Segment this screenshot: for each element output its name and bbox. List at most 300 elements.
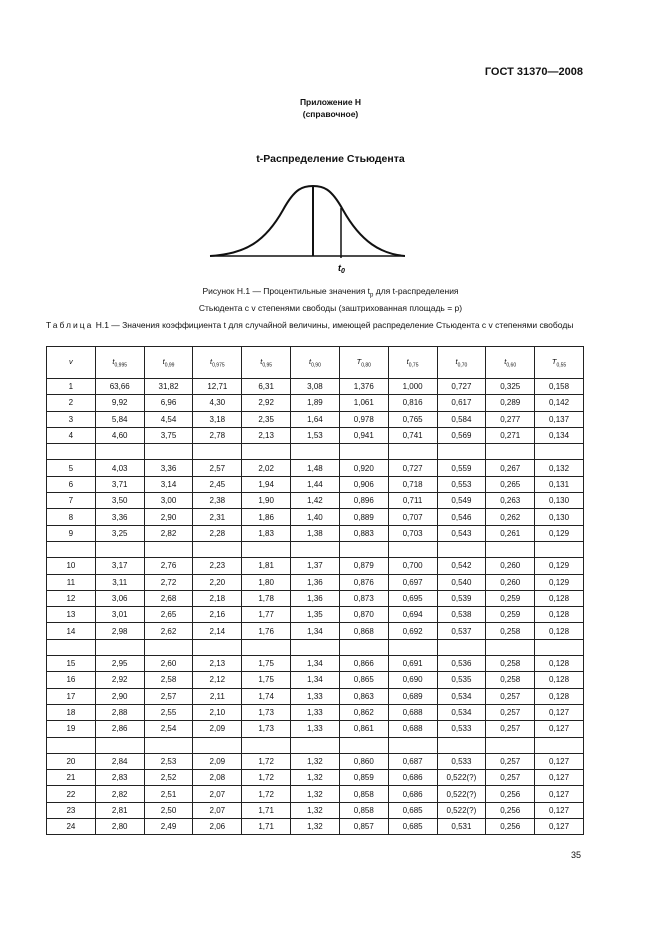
table-cell: 0,129 <box>535 558 584 574</box>
table-cell: 0,920 <box>339 460 388 476</box>
table-row <box>47 460 584 476</box>
table-cell: 1,000 <box>388 379 437 395</box>
table-cell: 0,859 <box>339 770 388 786</box>
table-cell: 0,584 <box>437 411 486 427</box>
column-header: $t_{0,95}$ <box>242 347 291 379</box>
table-cell: 0,128 <box>535 656 584 672</box>
table-cell: 1,32 <box>291 786 340 802</box>
table-cell: 2,86 <box>95 721 144 737</box>
table-cell: 2,02 <box>242 460 291 476</box>
table-cell: 3,18 <box>193 411 242 427</box>
degrees-of-freedom-cell: 3 <box>47 411 96 427</box>
table-cell: 2,82 <box>144 525 193 541</box>
table-cell: 0,127 <box>535 786 584 802</box>
table-spacer-cell <box>291 444 340 460</box>
table-spacer-cell <box>388 639 437 655</box>
table-cell: 1,33 <box>291 688 340 704</box>
degrees-of-freedom-cell: 7 <box>47 493 96 509</box>
table-spacer-cell <box>193 639 242 655</box>
degrees-of-freedom-cell: 11 <box>47 574 96 590</box>
table-cell: 0,692 <box>388 623 437 639</box>
table-cell: 1,77 <box>242 607 291 623</box>
table-spacer-cell <box>437 541 486 557</box>
table-cell: 0,868 <box>339 623 388 639</box>
table-cell: 0,535 <box>437 672 486 688</box>
table-cell: 0,267 <box>486 460 535 476</box>
degrees-of-freedom-cell: 18 <box>47 704 96 720</box>
table-cell: 0,129 <box>535 525 584 541</box>
table-spacer-cell <box>486 444 535 460</box>
table-row <box>47 427 584 443</box>
table-cell: 0,741 <box>388 427 437 443</box>
table-cell: 0,690 <box>388 672 437 688</box>
table-cell: 1,32 <box>291 753 340 769</box>
table-cell: 2,20 <box>193 574 242 590</box>
table-cell: 4,03 <box>95 460 144 476</box>
table-cell: 0,142 <box>535 395 584 411</box>
table-cell: 0,134 <box>535 427 584 443</box>
table-cell: 3,01 <box>95 607 144 623</box>
table-cell: 0,277 <box>486 411 535 427</box>
column-header: $t_{0,70}$ <box>437 347 486 379</box>
table-cell: 0,765 <box>388 411 437 427</box>
table-cell: 0,858 <box>339 786 388 802</box>
table-cell: 9,92 <box>95 395 144 411</box>
table-cell: 0,707 <box>388 509 437 525</box>
table-cell: 2,55 <box>144 704 193 720</box>
table-cell: 2,54 <box>144 721 193 737</box>
table-cell: 2,84 <box>95 753 144 769</box>
column-header: $T_{0,55}$ <box>535 347 584 379</box>
table-title: Таблица Н.1 — Значения коэффициента t для случайной величины, имеющей распределение Стьюдента с v степенями свободы <box>46 320 574 330</box>
table-cell: 0,258 <box>486 672 535 688</box>
degrees-of-freedom-cell: 22 <box>47 786 96 802</box>
table-spacer-cell <box>535 444 584 460</box>
table-cell: 0,265 <box>486 476 535 492</box>
table-cell: 3,00 <box>144 493 193 509</box>
table-cell: 0,536 <box>437 656 486 672</box>
degrees-of-freedom-cell: 9 <box>47 525 96 541</box>
table-cell: 1,34 <box>291 656 340 672</box>
table-cell: 2,92 <box>242 395 291 411</box>
table-cell: 2,57 <box>193 460 242 476</box>
table-cell: 2,57 <box>144 688 193 704</box>
table-cell: 0,130 <box>535 493 584 509</box>
degrees-of-freedom-cell: 13 <box>47 607 96 623</box>
table-cell: 1,72 <box>242 770 291 786</box>
table-cell: 0,816 <box>388 395 437 411</box>
table-cell: 0,559 <box>437 460 486 476</box>
column-header: $T_{0,80}$ <box>339 347 388 379</box>
table-cell: 0,697 <box>388 574 437 590</box>
table-row <box>47 525 584 541</box>
table-cell: 2,06 <box>193 819 242 835</box>
table-cell: 0,531 <box>437 819 486 835</box>
table-cell: 0,533 <box>437 753 486 769</box>
table-spacer-row <box>47 639 584 655</box>
table-cell: 0,256 <box>486 802 535 818</box>
table-cell: 0,941 <box>339 427 388 443</box>
column-header: $t_{0,75}$ <box>388 347 437 379</box>
table-cell: 0,686 <box>388 786 437 802</box>
table-cell: 0,689 <box>388 688 437 704</box>
table-cell: 0,128 <box>535 607 584 623</box>
table-cell: 1,376 <box>339 379 388 395</box>
table-spacer-row <box>47 541 584 557</box>
degrees-of-freedom-cell: 12 <box>47 590 96 606</box>
table-cell: 2,68 <box>144 590 193 606</box>
table-cell: 1,73 <box>242 704 291 720</box>
table-cell: 3,06 <box>95 590 144 606</box>
table-cell: 1,42 <box>291 493 340 509</box>
table-cell: 3,50 <box>95 493 144 509</box>
table-cell: 0,860 <box>339 753 388 769</box>
table-cell: 0,617 <box>437 395 486 411</box>
table-spacer-cell <box>95 541 144 557</box>
table-spacer-cell <box>339 444 388 460</box>
table-spacer-cell <box>47 737 96 753</box>
table-cell: 0,896 <box>339 493 388 509</box>
table-cell: 0,727 <box>388 460 437 476</box>
table-row <box>47 379 584 395</box>
page-title: t-Распределение Стьюдента <box>256 153 405 165</box>
table-spacer-cell <box>47 444 96 460</box>
table-cell: 2,07 <box>193 786 242 802</box>
table-spacer-cell <box>242 541 291 557</box>
table-cell: 3,71 <box>95 476 144 492</box>
table-cell: 0,870 <box>339 607 388 623</box>
appendix-subtitle: (справочное) <box>302 109 359 119</box>
t-distribution-figure <box>205 180 405 275</box>
table-cell: 1,94 <box>242 476 291 492</box>
table-spacer-cell <box>339 737 388 753</box>
table-cell: 0,522(?) <box>437 770 486 786</box>
table-cell: 0,883 <box>339 525 388 541</box>
table-cell: 0,128 <box>535 672 584 688</box>
table-cell: 2,13 <box>242 427 291 443</box>
table-cell: 0,132 <box>535 460 584 476</box>
table-row <box>47 672 584 688</box>
table-cell: 0,889 <box>339 509 388 525</box>
table-cell: 0,127 <box>535 753 584 769</box>
table-cell: 1,48 <box>291 460 340 476</box>
table-spacer-cell <box>486 737 535 753</box>
table-spacer-cell <box>388 444 437 460</box>
table-cell: 0,539 <box>437 590 486 606</box>
table-cell: 1,061 <box>339 395 388 411</box>
table-cell: 0,691 <box>388 656 437 672</box>
table-cell: 0,129 <box>535 574 584 590</box>
table-cell: 0,533 <box>437 721 486 737</box>
table-row <box>47 558 584 574</box>
table-cell: 2,09 <box>193 721 242 737</box>
degrees-of-freedom-cell: 21 <box>47 770 96 786</box>
table-cell: 0,325 <box>486 379 535 395</box>
table-cell: 0,257 <box>486 688 535 704</box>
table-cell: 0,873 <box>339 590 388 606</box>
table-cell: 0,261 <box>486 525 535 541</box>
table-cell: 0,128 <box>535 590 584 606</box>
table-cell: 12,71 <box>193 379 242 395</box>
table-cell: 2,82 <box>95 786 144 802</box>
table-cell: 0,549 <box>437 493 486 509</box>
table-cell: 1,40 <box>291 509 340 525</box>
table-cell: 0,540 <box>437 574 486 590</box>
table-cell: 2,14 <box>193 623 242 639</box>
table-cell: 4,54 <box>144 411 193 427</box>
table-cell: 1,75 <box>242 656 291 672</box>
table-row <box>47 476 584 492</box>
table-spacer-cell <box>535 639 584 655</box>
table-cell: 0,127 <box>535 721 584 737</box>
table-cell: 1,33 <box>291 704 340 720</box>
table-cell: 2,50 <box>144 802 193 818</box>
degrees-of-freedom-cell: 23 <box>47 802 96 818</box>
table-cell: 2,11 <box>193 688 242 704</box>
table-cell: 3,08 <box>291 379 340 395</box>
table-spacer-cell <box>388 541 437 557</box>
table-cell: 2,23 <box>193 558 242 574</box>
table-cell: 2,65 <box>144 607 193 623</box>
table-cell: 0,686 <box>388 770 437 786</box>
table-cell: 0,260 <box>486 558 535 574</box>
table-cell: 0,271 <box>486 427 535 443</box>
table-cell: 0,685 <box>388 819 437 835</box>
table-spacer-cell <box>388 737 437 753</box>
table-header-row <box>47 347 584 379</box>
table-cell: 2,13 <box>193 656 242 672</box>
table-cell: 2,98 <box>95 623 144 639</box>
table-spacer-cell <box>144 541 193 557</box>
table-row <box>47 509 584 525</box>
table-spacer-cell <box>242 737 291 753</box>
table-cell: 2,92 <box>95 672 144 688</box>
table-cell: 1,64 <box>291 411 340 427</box>
table-cell: 1,90 <box>242 493 291 509</box>
table-cell: 6,31 <box>242 379 291 395</box>
table-row <box>47 802 584 818</box>
table-cell: 0,703 <box>388 525 437 541</box>
table-row <box>47 786 584 802</box>
table-cell: 2,51 <box>144 786 193 802</box>
degrees-of-freedom-cell: 19 <box>47 721 96 737</box>
table-cell: 2,83 <box>95 770 144 786</box>
table-cell: 0,685 <box>388 802 437 818</box>
table-row <box>47 607 584 623</box>
table-cell: 1,35 <box>291 607 340 623</box>
table-spacer-cell <box>193 737 242 753</box>
table-cell: 1,38 <box>291 525 340 541</box>
table-cell: 2,72 <box>144 574 193 590</box>
table-row <box>47 819 584 835</box>
appendix-title: Приложение Н <box>299 97 362 107</box>
table-cell: 0,257 <box>486 721 535 737</box>
table-row <box>47 688 584 704</box>
table-cell: 1,34 <box>291 623 340 639</box>
table-cell: 1,76 <box>242 623 291 639</box>
table-cell: 0,128 <box>535 688 584 704</box>
table-cell: 2,90 <box>95 688 144 704</box>
degrees-of-freedom-cell: 2 <box>47 395 96 411</box>
table-spacer-cell <box>437 639 486 655</box>
degrees-of-freedom-cell: 1 <box>47 379 96 395</box>
table-cell: 0,137 <box>535 411 584 427</box>
table-cell: 0,695 <box>388 590 437 606</box>
degrees-of-freedom-cell: 10 <box>47 558 96 574</box>
table-spacer-cell <box>535 541 584 557</box>
column-header: $t_{0,90}$ <box>291 347 340 379</box>
table-cell: 3,14 <box>144 476 193 492</box>
table-cell: 1,71 <box>242 802 291 818</box>
table-cell: 0,263 <box>486 493 535 509</box>
table-cell: 0,546 <box>437 509 486 525</box>
table-cell: 2,81 <box>95 802 144 818</box>
table-cell: 0,260 <box>486 574 535 590</box>
table-cell: 0,522(?) <box>437 786 486 802</box>
degrees-of-freedom-cell: 17 <box>47 688 96 704</box>
table-cell: 0,262 <box>486 509 535 525</box>
table-cell: 1,73 <box>242 721 291 737</box>
table-cell: 2,88 <box>95 704 144 720</box>
table-cell: 0,258 <box>486 656 535 672</box>
table-cell: 1,89 <box>291 395 340 411</box>
table-cell: 0,727 <box>437 379 486 395</box>
table-cell: 1,75 <box>242 672 291 688</box>
table-cell: 2,45 <box>193 476 242 492</box>
table-cell: 2,08 <box>193 770 242 786</box>
table-spacer-cell <box>144 444 193 460</box>
table-cell: 2,62 <box>144 623 193 639</box>
table-cell: 2,35 <box>242 411 291 427</box>
table-cell: 2,78 <box>193 427 242 443</box>
table-cell: 31,82 <box>144 379 193 395</box>
table-spacer-cell <box>291 639 340 655</box>
table-spacer-cell <box>291 541 340 557</box>
table-cell: 2,60 <box>144 656 193 672</box>
table-cell: 0,858 <box>339 802 388 818</box>
table-spacer-cell <box>437 737 486 753</box>
table-cell: 2,07 <box>193 802 242 818</box>
table-spacer-cell <box>291 737 340 753</box>
table-cell: 2,90 <box>144 509 193 525</box>
table-cell: 0,131 <box>535 476 584 492</box>
table-cell: 1,78 <box>242 590 291 606</box>
table-cell: 0,906 <box>339 476 388 492</box>
table-spacer-row <box>47 737 584 753</box>
table-spacer-cell <box>193 444 242 460</box>
degrees-of-freedom-cell: 5 <box>47 460 96 476</box>
table-spacer-cell <box>144 737 193 753</box>
table-cell: 2,52 <box>144 770 193 786</box>
degrees-of-freedom-cell: 16 <box>47 672 96 688</box>
table-spacer-cell <box>144 639 193 655</box>
distribution-curve <box>210 186 405 256</box>
table-spacer-cell <box>339 541 388 557</box>
table-spacer-cell <box>47 541 96 557</box>
table-cell: 1,72 <box>242 753 291 769</box>
table-row <box>47 656 584 672</box>
table-cell: 0,978 <box>339 411 388 427</box>
table-cell: 0,130 <box>535 509 584 525</box>
table-cell: 3,36 <box>144 460 193 476</box>
table-cell: 0,257 <box>486 753 535 769</box>
table-cell: 4,30 <box>193 395 242 411</box>
table-cell: 0,569 <box>437 427 486 443</box>
table-cell: 2,38 <box>193 493 242 509</box>
table-cell: 0,538 <box>437 607 486 623</box>
table-cell: 2,09 <box>193 753 242 769</box>
degrees-of-freedom-cell: 20 <box>47 753 96 769</box>
table-cell: 2,28 <box>193 525 242 541</box>
table-cell: 1,53 <box>291 427 340 443</box>
table-cell: 0,694 <box>388 607 437 623</box>
table-cell: 0,289 <box>486 395 535 411</box>
table-cell: 3,75 <box>144 427 193 443</box>
table-cell: 2,18 <box>193 590 242 606</box>
table-spacer-cell <box>486 639 535 655</box>
table-spacer-cell <box>437 444 486 460</box>
table-cell: 0,127 <box>535 704 584 720</box>
table-cell: 0,257 <box>486 704 535 720</box>
table-cell: 0,876 <box>339 574 388 590</box>
degrees-of-freedom-cell: 4 <box>47 427 96 443</box>
table-row <box>47 493 584 509</box>
table-cell: 1,34 <box>291 672 340 688</box>
table-cell: 0,256 <box>486 819 535 835</box>
degrees-of-freedom-cell: 15 <box>47 656 96 672</box>
document-code: ГОСТ 31370—2008 <box>484 66 583 78</box>
table-cell: 0,537 <box>437 623 486 639</box>
table-row <box>47 623 584 639</box>
appendix-heading <box>0 96 661 120</box>
table-row <box>47 721 584 737</box>
table-cell: 1,37 <box>291 558 340 574</box>
table-spacer-cell <box>47 639 96 655</box>
table-cell: 0,865 <box>339 672 388 688</box>
degrees-of-freedom-cell: 6 <box>47 476 96 492</box>
table-cell: 0,534 <box>437 688 486 704</box>
table-cell: 2,76 <box>144 558 193 574</box>
column-header: $t_{0,995}$ <box>95 347 144 379</box>
table-cell: 0,861 <box>339 721 388 737</box>
table-cell: 2,31 <box>193 509 242 525</box>
t-values-table <box>46 346 584 835</box>
table-row <box>47 704 584 720</box>
table-cell: 2,58 <box>144 672 193 688</box>
table-cell: 0,542 <box>437 558 486 574</box>
degrees-of-freedom-cell: 14 <box>47 623 96 639</box>
table-row <box>47 590 584 606</box>
table-cell: 0,687 <box>388 753 437 769</box>
figure-caption: Рисунок Н.1 — Процентильные значения $t_p$ для t-распределения Стьюдента с v степенями свободы (заштрихованная площадь = p) <box>198 286 463 313</box>
table-cell: 0,688 <box>388 704 437 720</box>
table-cell: 1,32 <box>291 770 340 786</box>
table-cell: 0,256 <box>486 786 535 802</box>
degrees-of-freedom-cell: 8 <box>47 509 96 525</box>
table-cell: 0,534 <box>437 704 486 720</box>
table-cell: 2,80 <box>95 819 144 835</box>
table-cell: 0,543 <box>437 525 486 541</box>
table-cell: 1,72 <box>242 786 291 802</box>
table-cell: 2,49 <box>144 819 193 835</box>
table-spacer-cell <box>95 444 144 460</box>
table-cell: 1,80 <box>242 574 291 590</box>
column-header: $t_{0,60}$ <box>486 347 535 379</box>
table-cell: 0,128 <box>535 623 584 639</box>
table-cell: 1,33 <box>291 721 340 737</box>
table-cell: 0,866 <box>339 656 388 672</box>
table-cell: 63,66 <box>95 379 144 395</box>
